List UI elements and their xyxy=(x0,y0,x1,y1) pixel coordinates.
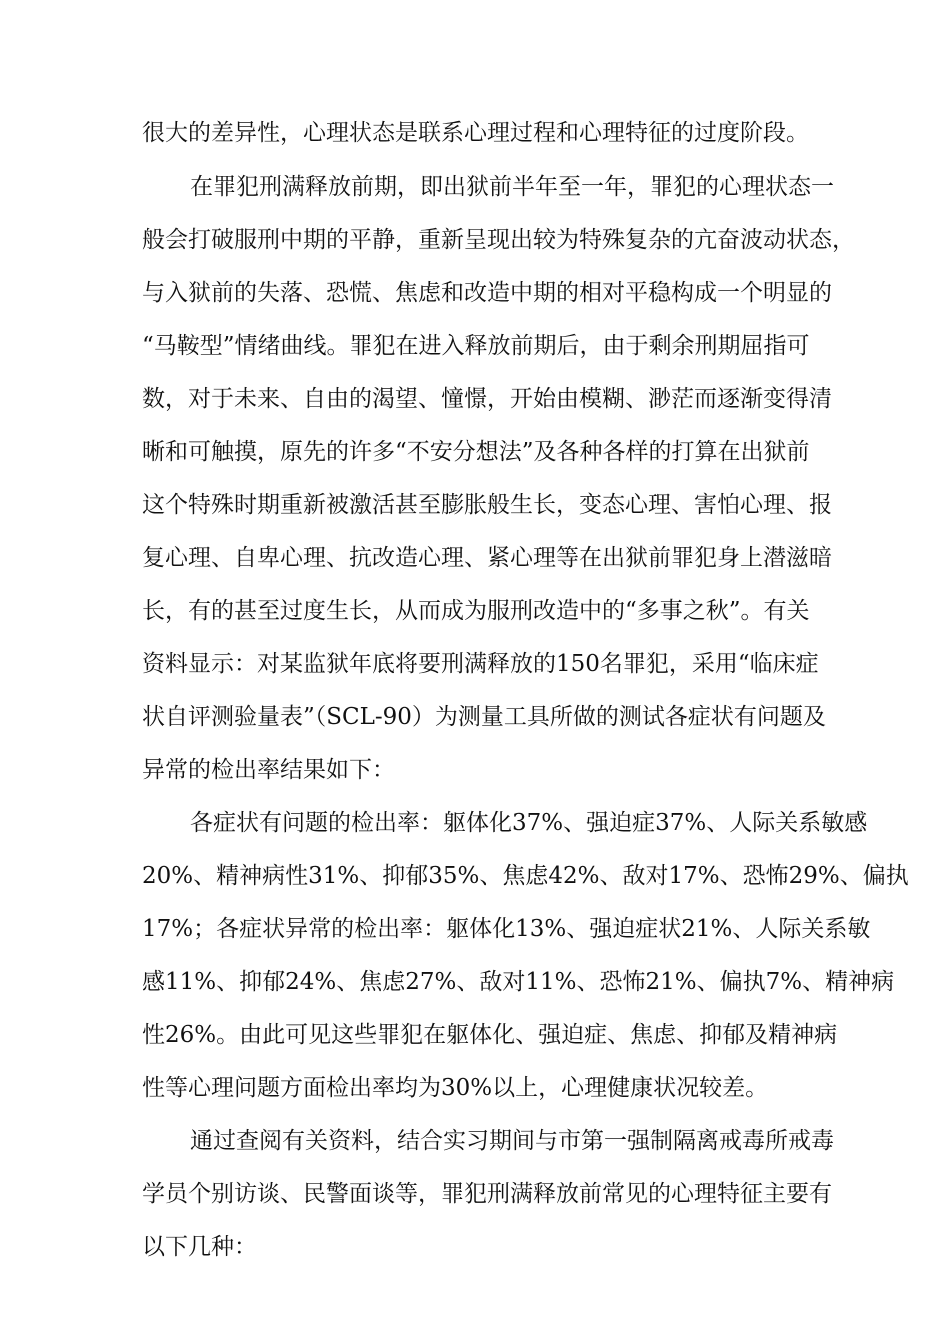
text-line: 与入狱前的失落、恐慌、焦虑和改造中期的相对平稳构成一个明显的 xyxy=(142,280,832,306)
text-line: 状自评测验量表”（SCL-90）为测量工具所做的测试各症状有问题及 xyxy=(142,704,826,730)
text-line: “马鞍型”情绪曲线。罪犯在进入释放前期后，由于剩余刑期屈指可 xyxy=(142,333,810,359)
text-line: 这个特殊时期重新被激活甚至膨胀般生长，变态心理、害怕心理、报 xyxy=(142,492,832,518)
text-line: 各症状有问题的检出率：躯体化37%、强迫症37%、人际关系敏感 xyxy=(190,810,868,836)
text-line: 学员个别访谈、民警面谈等，罪犯刑满释放前常见的心理特征主要有 xyxy=(142,1181,832,1207)
text-line: 以下几种： xyxy=(142,1234,257,1260)
text-line: 异常的检出率结果如下： xyxy=(142,757,395,783)
text-line: 20%、精神病性31%、抑郁35%、焦虑42%、敌对17%、恐怖29%、偏执 xyxy=(142,863,909,889)
text-line: 般会打破服刑中期的平静，重新呈现出较为特殊复杂的亢奋波动状态， xyxy=(142,227,855,253)
text-line: 在罪犯刑满释放前期，即出狱前半年至一年，罪犯的心理状态一 xyxy=(190,174,834,200)
text-line: 资料显示：对某监狱年底将要刑满释放的150名罪犯，采用“临床症 xyxy=(142,651,819,677)
text-line: 长，有的甚至过度生长，从而成为服刑改造中的“多事之秋”。有关 xyxy=(142,598,810,624)
text-line: 17%；各症状异常的检出率：躯体化13%、强迫症状21%、人际关系敏 xyxy=(142,916,871,942)
text-line: 复心理、自卑心理、抗改造心理、紧心理等在出狱前罪犯身上潜滋暗 xyxy=(142,545,832,571)
text-line: 感11%、抑郁24%、焦虑27%、敌对11%、恐怖21%、偏执7%、精神病 xyxy=(142,969,895,995)
text-line: 很大的差异性，心理状态是联系心理过程和心理特征的过度阶段。 xyxy=(142,120,809,146)
text-line: 性等心理问题方面检出率均为30%以上，心理健康状况较差。 xyxy=(142,1075,769,1101)
text-line: 晰和可触摸，原先的许多“不安分想法”及各种各样的打算在出狱前 xyxy=(142,439,810,465)
text-line: 通过查阅有关资料，结合实习期间与市第一强制隔离戒毒所戒毒 xyxy=(190,1128,834,1154)
text-line: 数，对于未来、自由的渴望、憧憬，开始由模糊、渺茫而逐渐变得清 xyxy=(142,386,832,412)
text-line: 性26%。由此可见这些罪犯在躯体化、强迫症、焦虑、抑郁及精神病 xyxy=(142,1022,838,1048)
